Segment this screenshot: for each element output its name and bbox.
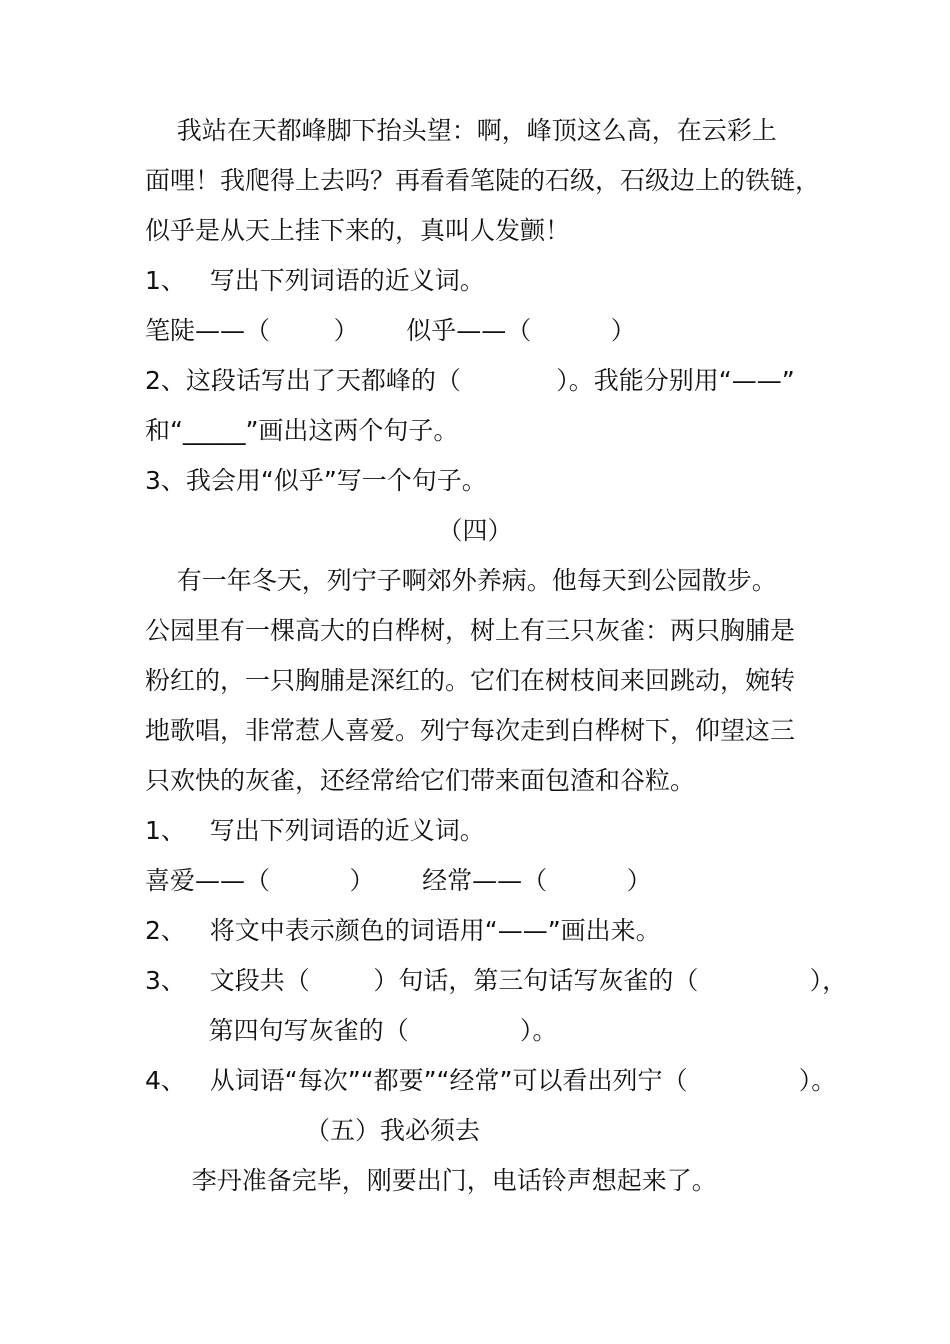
q4-1: 1、 写出下列词语的近义词。 — [145, 816, 485, 845]
q3-2-line-2: 和“_____”画出这两个句子。 — [145, 416, 459, 445]
q4-2: 2、 将文中表示颜色的词语用“——”画出来。 — [145, 916, 661, 945]
q4-3-line-2: 第四句写灰雀的（ ）。 — [145, 1016, 558, 1045]
q3-1: 1、 写出下列词语的近义词。 — [145, 266, 485, 295]
section4-line-4: 地歌唱，非常惹人喜爱。列宁每次走到白桦树下，仰望这三 — [145, 716, 796, 745]
passage3-line-2: 面哩！我爬得上去吗？再看看笔陡的石级，石级边上的铁链， — [145, 166, 821, 195]
passage3-line-1: 我站在天都峰脚下抬头望：啊，峰顶这么高，在云彩上 — [145, 116, 777, 145]
section4-line-5: 只欢快的灰雀，还经常给它们带来面包渣和谷粒。 — [145, 766, 696, 795]
section4-line-1: 有一年冬天，列宁子啊郊外养病。他每天到公园散步。 — [145, 566, 777, 595]
q4-1-blanks: 喜爱——（ ） 经常——（ ） — [145, 866, 652, 895]
section5-heading: （五）我必须去 — [305, 1116, 481, 1145]
section5-first-line: 李丹准备完毕，刚要出门，电话铃声想起来了。 — [160, 1166, 717, 1195]
q3-3: 3、我会用“似乎”写一个句子。 — [145, 466, 487, 495]
q3-2-line-1: 2、这段话写出了天都峰的（ ）。我能分别用“——” — [145, 366, 795, 395]
q4-3-line-1: 3、 文段共（ ）句话，第三句话写灰雀的（ ）， — [145, 966, 848, 995]
q3-1-blanks: 笔陡——（ ） 似乎——（ ） — [145, 316, 636, 345]
section4-line-2: 公园里有一棵高大的白桦树，树上有三只灰雀：两只胸脯是 — [145, 616, 796, 645]
q4-4: 4、 从词语“每次”“都要”“经常”可以看出列宁（ ）。 — [145, 1066, 837, 1095]
section4-heading: （四） — [437, 516, 513, 545]
passage3-line-3: 似乎是从天上挂下来的，真叫人发颤！ — [145, 216, 571, 245]
section4-line-3: 粉红的，一只胸脯是深红的。它们在树枝间来回跳动，婉转 — [145, 666, 796, 695]
